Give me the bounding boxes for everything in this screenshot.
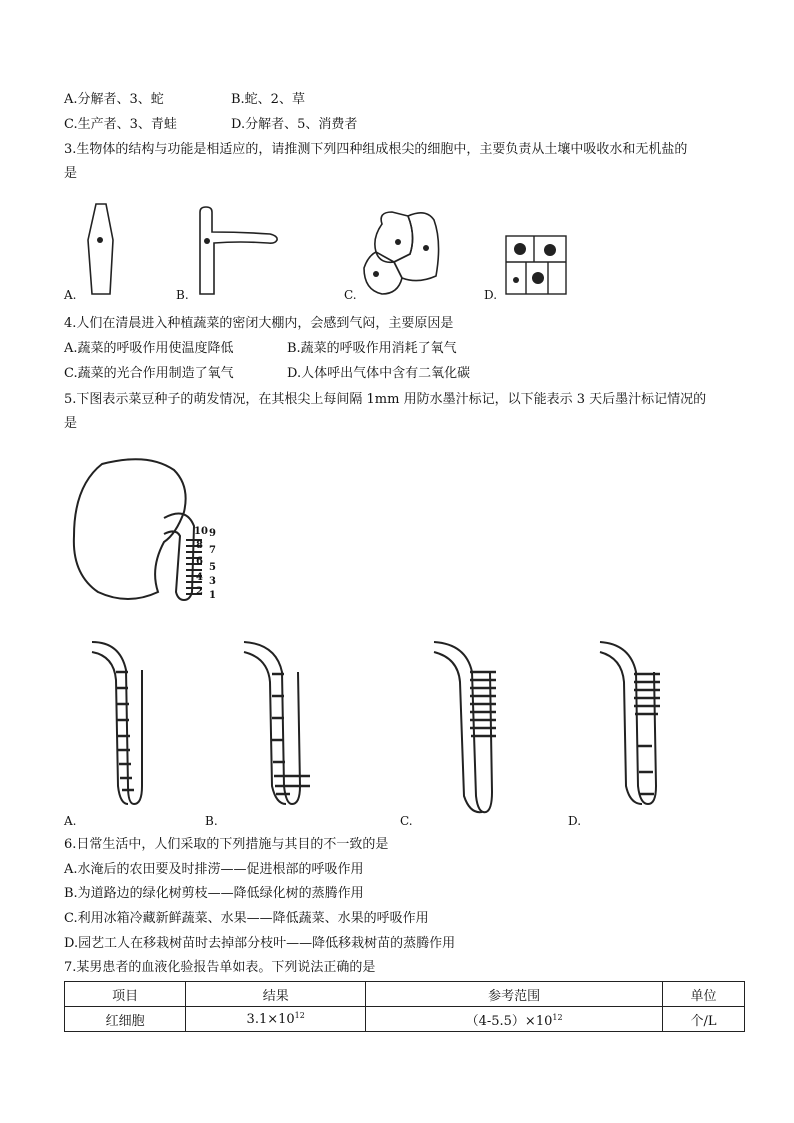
seed-mark-2: 2: [196, 586, 203, 597]
q4-option-a: A.蔬菜的呼吸作用使温度降低: [64, 341, 234, 356]
q3-stem-line2: 是: [64, 166, 78, 181]
q3-cell-figures: [64, 198, 584, 308]
q3-label-d: D.: [484, 288, 498, 302]
seed-cotyledon: [74, 459, 186, 599]
q5-label-c: C.: [400, 814, 413, 828]
q5-root-option-b: [240, 636, 340, 818]
cell-unit: 个/L: [663, 1007, 745, 1032]
q6-option-c: C.利用冰箱冷藏新鲜蔬菜、水果——降低蔬菜、水果的呼吸作用: [64, 911, 429, 926]
seed-mark-7: 7: [209, 545, 216, 556]
q2-option-d: D.分解者、5、消费者: [231, 117, 358, 132]
header-range: 参考范围: [366, 982, 663, 1007]
seed-mark-3: 3: [209, 576, 216, 587]
q5-label-a: A.: [64, 814, 77, 828]
result-base: 3.1×10: [246, 1011, 295, 1027]
cell-d-dividing: [506, 236, 566, 294]
q5-root-option-c: [430, 636, 530, 818]
seed-mark-4: 4: [196, 572, 203, 583]
q4-stem: 4.人们在清晨进入种植蔬菜的密闭大棚内，会感到气闷，主要原因是: [64, 316, 454, 331]
q6-option-a: A.水淹后的农田要及时排涝——促进根部的呼吸作用: [64, 862, 364, 877]
table-header-row: [65, 982, 745, 1007]
table-row: [65, 1007, 745, 1032]
range-exponent: 12: [552, 1012, 563, 1022]
q5-label-b: B.: [205, 814, 218, 828]
q3-label-b: B.: [176, 288, 189, 302]
header-result: 结果: [186, 982, 366, 1007]
q5-stem-line1: 5.下图表示菜豆种子的萌发情况，在其根尖上每间隔 1mm 用防水墨汁标记，以下能表示 3 天后墨汁标记情况的: [64, 392, 707, 407]
cell-c-rounded: [364, 212, 439, 294]
header-unit: 单位: [663, 982, 745, 1007]
seed-mark-1: 1: [209, 590, 216, 601]
q6-stem: 6.日常生活中，人们采取的下列措施与其目的不一致的是: [64, 837, 389, 852]
q7-stem: 7.某男患者的血液化验报告单如表。下列说法正确的是: [64, 960, 376, 975]
cell-b-root-hair: [200, 207, 277, 294]
range-base: （4-5.5）×10: [465, 1013, 553, 1029]
q5-stem-line2: 是: [64, 416, 78, 431]
q4-option-d: D.人体呼出气体中含有二氧化碳: [287, 366, 471, 381]
q5-root-option-d: [596, 636, 696, 818]
cell-range: [366, 1007, 663, 1032]
q2-option-b: B.蛇、2、草: [231, 92, 305, 107]
q6-option-d: D.园艺工人在移栽树苗时去掉部分枝叶——降低移栽树苗的蒸腾作用: [64, 936, 456, 951]
q4-option-b: B.蔬菜的呼吸作用消耗了氧气: [287, 341, 457, 356]
seed-mark-10: 10: [194, 526, 208, 537]
seed-mark-5: 5: [209, 562, 216, 573]
q2-option-c: C.生产者、3、青蛙: [64, 117, 177, 132]
seed-mark-8: 8: [196, 540, 203, 551]
cell-a-elongated: [88, 204, 113, 294]
seed-mark-9: 9: [209, 528, 216, 539]
seed-mark-6: 6: [196, 556, 203, 567]
q5-root-option-a: [86, 636, 166, 818]
q3-label-a: A.: [64, 288, 77, 302]
q3-label-c: C.: [344, 288, 357, 302]
q2-option-a: A.分解者、3、蛇: [64, 92, 164, 107]
cell-item: 红细胞: [65, 1007, 186, 1032]
blood-test-table: [64, 981, 745, 1032]
q6-option-b: B.为道路边的绿化树剪枝——降低绿化树的蒸腾作用: [64, 886, 364, 901]
header-item: 项目: [65, 982, 186, 1007]
cell-result: [186, 1007, 366, 1032]
q5-label-d: D.: [568, 814, 582, 828]
q3-stem-line1: 3.生物体的结构与功能是相适应的，请推测下列四种组成根尖的细胞中，主要负责从土壤中吸收水和无机盐的: [64, 142, 688, 157]
q4-option-c: C.蔬菜的光合作用制造了氧气: [64, 366, 234, 381]
result-exponent: 12: [294, 1010, 305, 1020]
